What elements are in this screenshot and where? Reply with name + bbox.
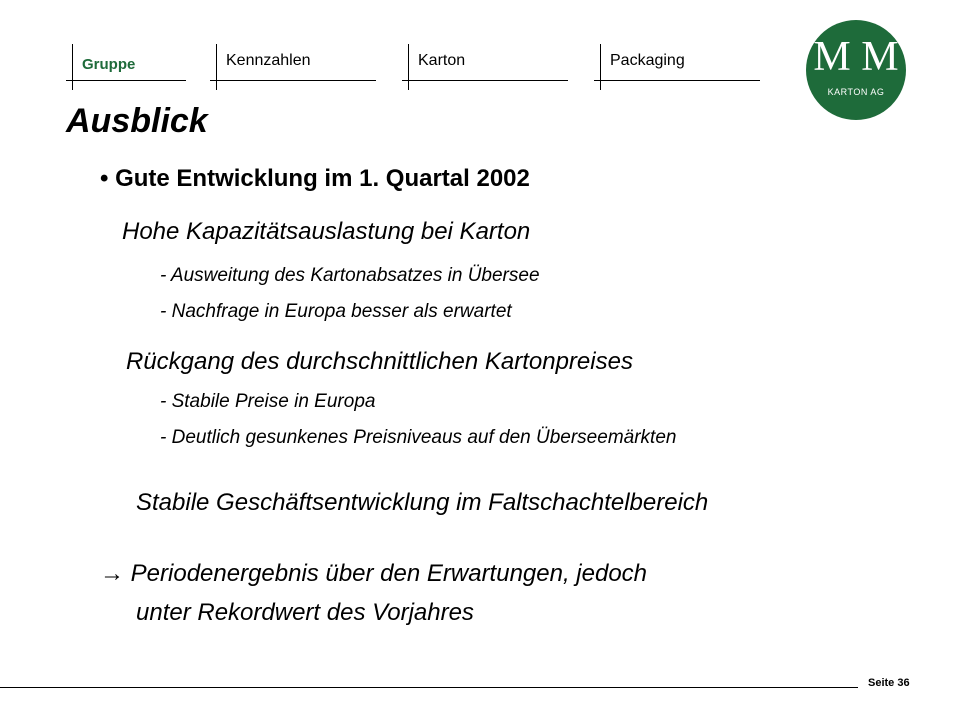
tab-label: Packaging xyxy=(610,52,685,69)
company-logo xyxy=(806,20,906,120)
section-point: - Nachfrage in Europa besser als erwartet xyxy=(160,301,512,322)
page-title: Ausblick xyxy=(66,102,208,140)
tab-divider xyxy=(216,44,217,90)
section-heading: Hohe Kapazitätsauslastung bei Karton xyxy=(122,218,531,245)
section-point: - Deutlich gesunkenes Preisniveaus auf den Überseemärkten xyxy=(160,427,677,448)
footer-divider xyxy=(0,687,858,688)
tab-underline xyxy=(66,80,186,81)
section-heading: Stabile Geschäftsentwicklung im Faltschachtelbereich xyxy=(136,489,709,516)
page-number: Seite 36 xyxy=(868,677,910,689)
main-bullet: • Gute Entwicklung im 1. Quartal 2002 xyxy=(100,165,530,192)
tab-divider xyxy=(600,44,601,90)
tab-divider xyxy=(408,44,409,90)
conclusion-line: unter Rekordwert des Vorjahres xyxy=(136,599,474,626)
tab-label: Gruppe xyxy=(82,56,136,73)
tab-underline xyxy=(594,80,760,81)
logo-mark: M M xyxy=(813,34,899,80)
tab-underline xyxy=(402,80,568,81)
section-point: - Stabile Preise in Europa xyxy=(160,391,376,412)
section-point: - Ausweitung des Kartonabsatzes in Übersee xyxy=(160,265,540,286)
tab-label: Karton xyxy=(418,52,466,69)
tab-divider xyxy=(72,44,73,90)
tab-label: Kennzahlen xyxy=(226,52,311,69)
conclusion-line: → Periodenergebnis über den Erwartungen, jedoch xyxy=(100,560,648,587)
tab-underline xyxy=(210,80,376,81)
section-heading: Rückgang des durchschnittlichen Kartonpreises xyxy=(126,348,633,375)
logo-text: KARTON AG xyxy=(827,87,885,97)
